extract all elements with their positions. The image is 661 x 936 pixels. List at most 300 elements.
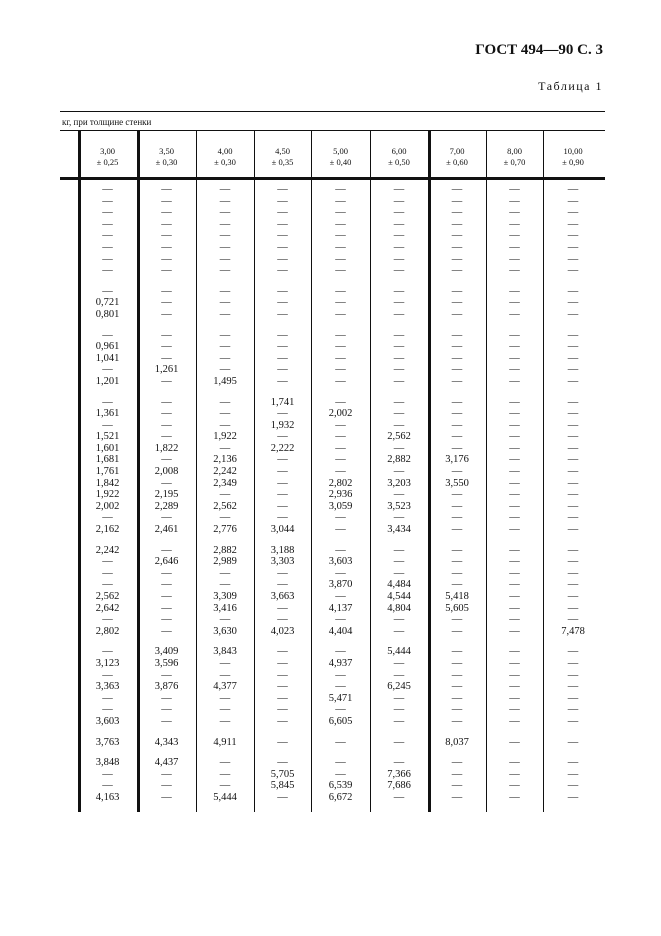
mass-cell: — <box>161 308 172 320</box>
mass-cell: — <box>219 757 231 769</box>
table-row <box>78 443 603 455</box>
mass-cell: 4,377 <box>213 681 237 693</box>
mass-cell: — <box>509 791 520 803</box>
table-row <box>78 579 603 591</box>
mass-cell: — <box>509 341 520 353</box>
mass-cell: — <box>451 625 463 637</box>
mass-cell: — <box>451 512 463 524</box>
mass-cell: — <box>509 396 520 408</box>
table-row <box>78 489 603 501</box>
mass-cell: — <box>102 184 113 195</box>
mass-cell: — <box>567 207 579 219</box>
mass-cell: — <box>335 614 346 626</box>
mass-cell: — <box>335 669 346 681</box>
mass-cell: — <box>509 500 520 512</box>
mass-cell: — <box>509 265 520 277</box>
mass-cell: 3,843 <box>213 646 237 658</box>
mass-cell: — <box>219 352 231 364</box>
mass-cell: — <box>161 352 172 364</box>
mass-cell: 2,002 <box>95 500 120 512</box>
mass-cell: — <box>161 780 172 792</box>
table-row <box>78 265 603 277</box>
mass-cell: — <box>393 466 405 478</box>
mass-cell: 3,630 <box>213 625 237 637</box>
mass-cell: — <box>277 184 288 195</box>
mass-cell: — <box>567 780 579 792</box>
mass-cell: 5,705 <box>270 768 295 780</box>
mass-cell: — <box>335 757 346 769</box>
mass-cell: — <box>567 669 579 681</box>
mass-cell: 2,242 <box>95 544 120 556</box>
mass-cell: — <box>567 646 579 658</box>
mass-cell: — <box>277 489 288 501</box>
table-row <box>78 646 603 658</box>
mass-cell: — <box>219 207 231 219</box>
mass-cell: 2,802 <box>95 625 120 637</box>
mass-cell: 2,222 <box>270 442 295 454</box>
mass-cell: — <box>509 567 520 579</box>
mass-cell: — <box>393 297 405 309</box>
row-group <box>78 737 603 749</box>
mass-cell: — <box>393 567 405 579</box>
mass-cell: — <box>277 408 288 420</box>
mass-cell: — <box>567 308 579 320</box>
mass-cell: — <box>567 681 579 693</box>
mass-cell: — <box>567 544 579 556</box>
mass-cell: — <box>451 241 463 253</box>
mass-cell: — <box>335 454 346 466</box>
mass-cell: — <box>393 329 405 341</box>
mass-cell: — <box>277 454 288 466</box>
table-row <box>78 184 603 196</box>
mass-cell: — <box>509 768 520 780</box>
mass-cell: 5,418 <box>445 591 469 602</box>
mass-cell: — <box>161 669 172 681</box>
mass-cell: — <box>509 431 520 443</box>
table-row <box>78 603 603 615</box>
mass-cell: — <box>335 341 346 353</box>
mass-cell: 7,366 <box>387 768 411 780</box>
column-header <box>78 146 137 168</box>
mass-cell: — <box>509 602 520 614</box>
mass-cell: — <box>567 442 579 454</box>
mass-cell: — <box>335 230 346 242</box>
mass-cell: — <box>277 341 288 353</box>
mass-cell: — <box>219 297 231 309</box>
table-row <box>78 286 603 298</box>
mass-cell: 2,802 <box>328 477 353 489</box>
mass-cell: — <box>567 408 579 420</box>
mass-cell: — <box>567 567 579 579</box>
mass-cell: — <box>393 704 405 716</box>
wall-thickness: 7,00 <box>449 146 465 156</box>
mass-cell: — <box>161 567 172 579</box>
column-header <box>370 146 428 168</box>
mass-cell: — <box>509 489 520 501</box>
table-row <box>78 364 603 376</box>
mass-cell: — <box>277 757 288 769</box>
mass-cell: — <box>509 625 520 637</box>
mass-cell: — <box>567 614 579 626</box>
mass-cell: 2,136 <box>213 454 237 466</box>
mass-cell: — <box>277 230 288 242</box>
mass-cell: — <box>509 646 520 658</box>
mass-cell: — <box>335 218 346 230</box>
mass-cell: 3,123 <box>95 657 120 669</box>
mass-cell: 1,922 <box>95 489 120 501</box>
mass-cell: 1,261 <box>154 364 179 376</box>
column-header <box>428 146 486 168</box>
wall-thickness: 8,00 <box>507 146 522 156</box>
table-row <box>78 420 603 432</box>
mass-cell: — <box>509 419 520 431</box>
column-header <box>196 146 254 168</box>
mass-cell: — <box>393 408 405 420</box>
mass-cell: 2,242 <box>213 466 237 478</box>
mass-cell: 6,539 <box>328 780 353 792</box>
row-group <box>78 757 603 803</box>
mass-cell: — <box>335 184 346 195</box>
mass-cell: — <box>102 704 113 716</box>
table-top-rule <box>60 111 605 112</box>
mass-cell: — <box>219 780 231 792</box>
mass-cell: — <box>509 408 520 420</box>
table-row <box>78 397 603 409</box>
mass-cell: — <box>161 704 172 716</box>
table-row <box>78 230 603 242</box>
table-row <box>78 466 603 478</box>
mass-cell: — <box>219 512 231 524</box>
mass-cell: — <box>393 419 405 431</box>
mass-cell: — <box>335 285 346 297</box>
mass-cell: — <box>161 454 172 466</box>
mass-cell: 1,521 <box>95 431 120 443</box>
mass-cell: 5,471 <box>328 692 353 704</box>
mass-cell: — <box>509 297 520 309</box>
mass-cell: — <box>219 285 231 297</box>
mass-cell: — <box>393 184 405 195</box>
mass-cell: — <box>161 195 172 207</box>
table-row <box>78 512 603 524</box>
mass-cell: — <box>102 768 113 780</box>
mass-cell: — <box>509 736 520 748</box>
mass-cell: — <box>102 692 113 704</box>
mass-cell: — <box>335 768 346 780</box>
mass-cell: — <box>102 556 113 568</box>
column-header <box>311 146 370 168</box>
mass-cell: — <box>451 556 463 568</box>
mass-cell: 3,523 <box>387 500 411 512</box>
thickness-tolerance: ± 0,40 <box>329 157 352 167</box>
mass-cell: 2,642 <box>95 602 120 614</box>
mass-cell: — <box>277 500 288 512</box>
mass-cell: — <box>509 477 520 489</box>
mass-cell: — <box>219 657 231 669</box>
mass-cell: — <box>102 241 113 253</box>
mass-cell: — <box>219 241 231 253</box>
mass-cell: 4,343 <box>154 736 179 748</box>
mass-cell: — <box>567 218 579 230</box>
mass-cell: — <box>335 736 346 748</box>
mass-cell: — <box>451 669 463 681</box>
mass-cell: 3,203 <box>387 477 411 489</box>
mass-cell: — <box>567 692 579 704</box>
mass-cell: — <box>393 736 405 748</box>
mass-cell: — <box>277 692 288 704</box>
mass-cell: — <box>451 768 463 780</box>
mass-cell: — <box>161 341 172 353</box>
mass-cell: — <box>219 408 231 420</box>
mass-cell: 1,822 <box>154 442 179 454</box>
mass-cell: — <box>161 329 172 341</box>
wall-thickness: 3,00 <box>100 146 115 156</box>
mass-cell: — <box>567 253 579 265</box>
mass-cell: — <box>393 285 405 297</box>
mass-cell: — <box>335 591 346 602</box>
mass-cell: — <box>567 466 579 478</box>
mass-cell: — <box>219 329 231 341</box>
mass-cell: — <box>567 329 579 341</box>
mass-cell: — <box>451 396 463 408</box>
mass-cell: — <box>277 477 288 489</box>
table-row <box>78 556 603 568</box>
mass-cell: — <box>102 364 113 376</box>
mass-cell: — <box>335 646 346 658</box>
mass-cell: — <box>451 218 463 230</box>
mass-cell: 1,761 <box>95 466 120 478</box>
mass-cell: — <box>161 544 172 556</box>
mass-cell: 1,922 <box>213 431 237 443</box>
mass-cell: — <box>567 715 579 727</box>
mass-cell: — <box>161 375 172 387</box>
mass-cell: — <box>451 657 463 669</box>
mass-cell: — <box>451 419 463 431</box>
mass-cell: 3,176 <box>445 454 469 466</box>
mass-cell: — <box>567 454 579 466</box>
mass-cell: — <box>161 477 172 489</box>
mass-cell: 3,044 <box>270 524 295 536</box>
mass-cell: — <box>277 352 288 364</box>
mass-cell: — <box>509 241 520 253</box>
mass-cell: — <box>567 431 579 443</box>
mass-cell: 3,188 <box>270 544 295 556</box>
mass-cell: — <box>161 614 172 626</box>
mass-cell: — <box>161 265 172 277</box>
mass-cell: — <box>102 285 113 297</box>
mass-cell: 4,911 <box>213 736 237 748</box>
mass-cell: — <box>335 329 346 341</box>
mass-cell: — <box>335 704 346 716</box>
mass-cell: — <box>277 567 288 579</box>
mass-cell: — <box>161 591 172 602</box>
mass-cell: — <box>102 396 113 408</box>
wall-thickness: 5,00 <box>333 146 348 156</box>
mass-cell: — <box>451 375 463 387</box>
mass-cell: — <box>451 489 463 501</box>
table-row <box>78 524 603 536</box>
thickness-tolerance: ± 0,30 <box>214 157 236 167</box>
mass-cell: — <box>451 692 463 704</box>
mass-cell: 3,870 <box>328 579 353 591</box>
row-group <box>78 184 603 277</box>
table-row <box>78 693 603 705</box>
mass-cell: — <box>509 704 520 716</box>
wall-thickness: 3,50 <box>159 146 174 156</box>
mass-cell: — <box>451 681 463 693</box>
mass-cell: 2,289 <box>154 500 179 512</box>
mass-cell: — <box>567 184 579 195</box>
mass-cell: — <box>567 230 579 242</box>
mass-cell: — <box>102 329 113 341</box>
mass-cell: — <box>335 544 346 556</box>
mass-cell: — <box>219 669 231 681</box>
mass-cell: 3,409 <box>154 646 179 658</box>
thickness-tolerance: ± 0,70 <box>503 157 526 167</box>
mass-cell: — <box>509 352 520 364</box>
mass-cell: — <box>509 195 520 207</box>
mass-cell: — <box>393 364 405 376</box>
mass-cell: — <box>277 646 288 658</box>
mass-cell: — <box>567 477 579 489</box>
table-row <box>78 591 603 603</box>
mass-cell: 5,444 <box>213 791 237 803</box>
mass-cell: — <box>161 431 172 443</box>
mass-cell: — <box>219 692 231 704</box>
mass-cell: — <box>219 442 231 454</box>
row-group <box>78 330 603 388</box>
mass-cell: — <box>567 768 579 780</box>
table-row <box>78 207 603 219</box>
mass-cell: 7,686 <box>387 780 411 792</box>
mass-cell: — <box>277 218 288 230</box>
mass-cell: — <box>219 489 231 501</box>
table-row <box>78 792 603 804</box>
mass-cell: — <box>277 308 288 320</box>
mass-cell: — <box>161 602 172 614</box>
mass-cell: — <box>567 241 579 253</box>
mass-cell: — <box>451 500 463 512</box>
mass-cell: — <box>567 579 579 591</box>
mass-cell: 4,437 <box>154 757 179 769</box>
mass-cell: — <box>451 285 463 297</box>
mass-cell: — <box>509 669 520 681</box>
mass-cell: — <box>219 184 231 195</box>
mass-cell: — <box>451 352 463 364</box>
mass-cell: 1,361 <box>95 408 120 420</box>
mass-cell: — <box>335 364 346 376</box>
table-row <box>78 568 603 580</box>
table-row <box>78 737 603 749</box>
mass-cell: — <box>567 285 579 297</box>
mass-cell: — <box>277 375 288 387</box>
mass-cell: — <box>451 329 463 341</box>
mass-cell: — <box>567 265 579 277</box>
table-row <box>78 330 603 342</box>
table-row <box>78 196 603 208</box>
mass-cell: — <box>102 646 113 658</box>
mass-cell: — <box>102 669 113 681</box>
mass-cell: 4,937 <box>328 657 353 669</box>
mass-cell: — <box>393 791 405 803</box>
mass-cell: — <box>219 567 231 579</box>
mass-cell: — <box>335 253 346 265</box>
mass-cell: 1,495 <box>213 375 237 387</box>
mass-cell: — <box>393 757 405 769</box>
mass-cell: — <box>102 253 113 265</box>
mass-cell: — <box>393 512 405 524</box>
mass-cell: — <box>393 614 405 626</box>
mass-cell: 5,845 <box>270 780 295 792</box>
table-row <box>78 341 603 353</box>
mass-cell: — <box>277 207 288 219</box>
mass-cell: — <box>451 544 463 556</box>
table-row <box>78 376 603 388</box>
column-header <box>254 146 311 168</box>
mass-cell: — <box>509 556 520 568</box>
mass-cell: — <box>567 489 579 501</box>
mass-cell: 2,989 <box>213 556 237 568</box>
mass-cell: — <box>567 757 579 769</box>
mass-cell: — <box>567 704 579 716</box>
mass-cell: — <box>277 681 288 693</box>
mass-cell: — <box>161 625 172 637</box>
mass-cell: — <box>567 195 579 207</box>
mass-cell: — <box>393 544 405 556</box>
mass-cell: — <box>451 466 463 478</box>
table-row <box>78 780 603 792</box>
mass-cell: — <box>451 791 463 803</box>
mass-cell: — <box>102 614 113 626</box>
mass-cell: 3,603 <box>95 715 120 727</box>
mass-cell: — <box>219 253 231 265</box>
table-row <box>78 309 603 321</box>
mass-cell: 1,741 <box>270 396 295 408</box>
mass-cell: — <box>219 308 231 320</box>
table-row <box>78 545 603 557</box>
mass-cell: — <box>219 715 231 727</box>
thickness-tolerance: ± 0,25 <box>96 157 119 167</box>
mass-cell: — <box>335 524 346 536</box>
mass-cell: — <box>393 625 405 637</box>
table-row <box>78 704 603 716</box>
mass-cell: — <box>393 241 405 253</box>
mass-cell: — <box>509 285 520 297</box>
mass-cell: — <box>102 780 113 792</box>
mass-cell: — <box>393 669 405 681</box>
mass-cell: — <box>277 791 288 803</box>
mass-cell: — <box>393 265 405 277</box>
table-row <box>78 769 603 781</box>
mass-cell: — <box>567 791 579 803</box>
mass-cell: — <box>393 396 405 408</box>
table-row <box>78 454 603 466</box>
mass-cell: — <box>335 265 346 277</box>
column-header <box>543 146 603 168</box>
mass-cell: 2,646 <box>154 556 179 568</box>
mass-cell: — <box>451 524 463 536</box>
mass-cell: — <box>509 579 520 591</box>
mass-cell: 3,603 <box>328 556 353 568</box>
mass-cell: — <box>393 218 405 230</box>
mass-cell: 2,008 <box>154 466 179 478</box>
mass-cell: — <box>393 308 405 320</box>
mass-cell: — <box>509 657 520 669</box>
mass-cell: 3,596 <box>154 657 179 669</box>
mass-cell: 6,672 <box>328 791 353 803</box>
mass-cell: 2,195 <box>154 489 179 501</box>
mass-cell: — <box>509 454 520 466</box>
mass-cell: 3,416 <box>213 602 237 614</box>
